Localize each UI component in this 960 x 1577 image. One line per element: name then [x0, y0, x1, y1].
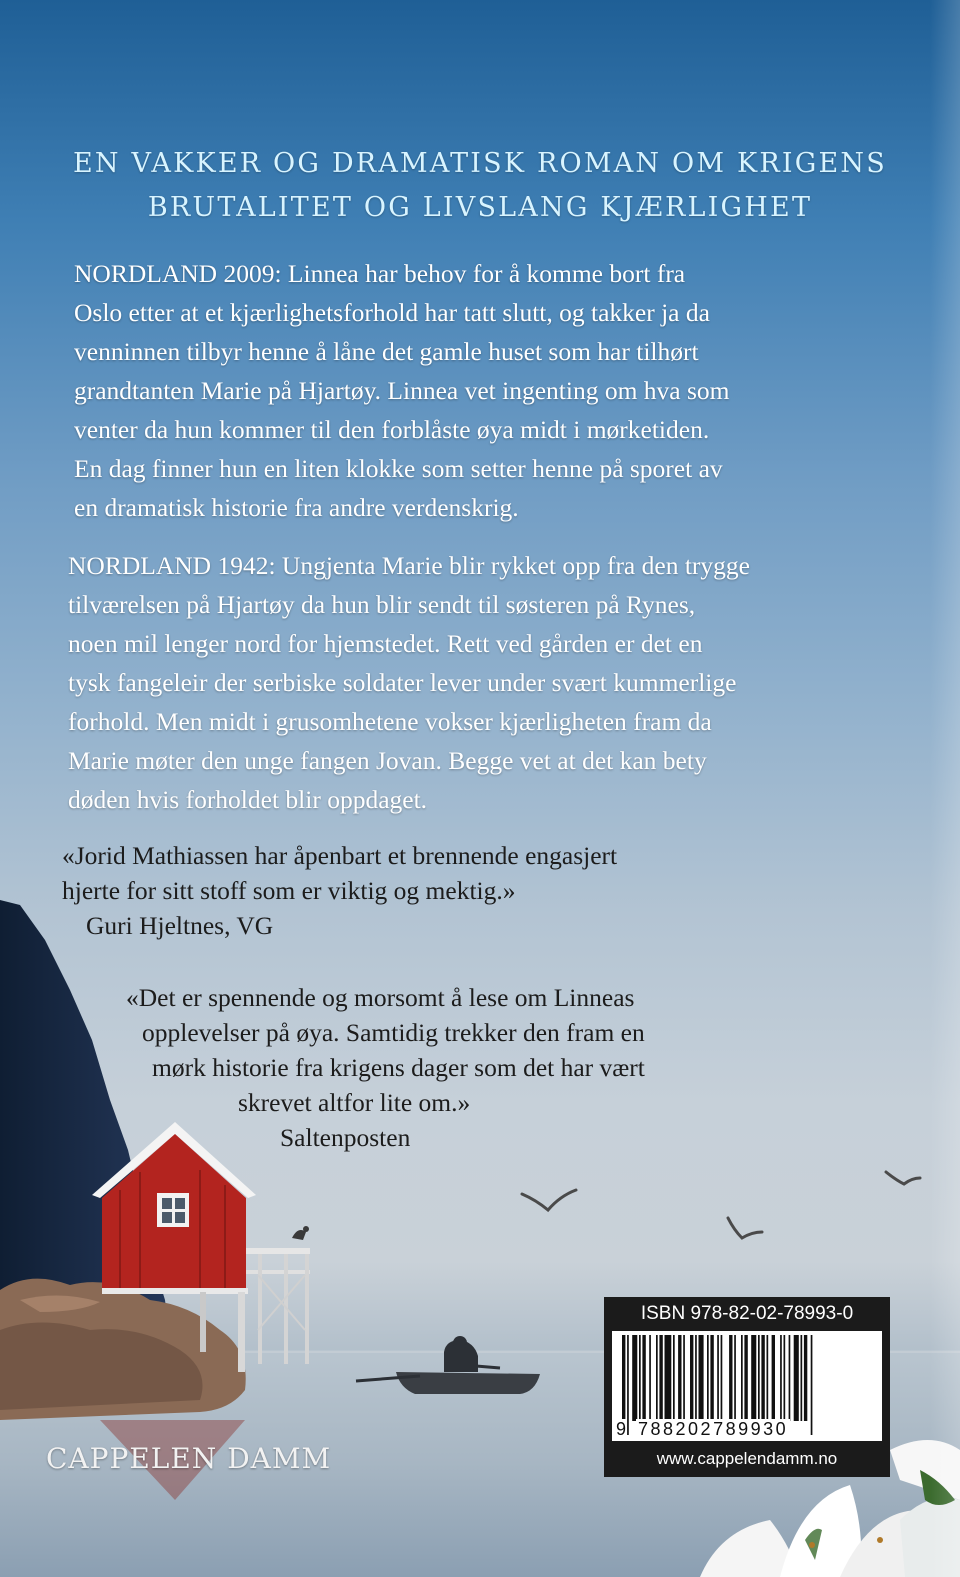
quote-source: Saltenposten	[280, 1123, 411, 1152]
tagline-line: BRUTALITET OG LIVSLANG KJÆRLIGHET	[147, 192, 813, 223]
quote-line: «Jorid Mathiassen har åpenbart et brennende engasjert	[62, 841, 618, 870]
quote-source: Guri Hjeltnes, VG	[86, 911, 274, 940]
barcode-bar	[690, 1335, 693, 1421]
blurb-line: venninnen tilbyr henne å låne det gamle huset som har tilhørt	[74, 337, 699, 366]
isbn-number: ISBN 978-82-02-78993-0	[640, 1303, 854, 1324]
barcode-bar	[751, 1335, 756, 1421]
blurb-line: Marie møter den unge fangen Jovan. Begge vet at det kan bety	[68, 746, 707, 775]
blurb-line: En dag finner hun en liten klokke som setter henne på sporet av	[74, 454, 723, 483]
barcode-bar	[761, 1335, 764, 1421]
barcode-bar	[811, 1335, 813, 1435]
blurb-line: Oslo etter at et kjærlighetsforhold har tatt slutt, og takker ja da	[74, 298, 710, 327]
blurb-line: noen mil lenger nord for hjemstedet. Rett ved gården er det en	[68, 629, 703, 658]
blurb-line: NORDLAND 2009: Linnea har behov for å komme bort fra	[74, 259, 686, 288]
barcode-bar	[721, 1335, 723, 1421]
isbn-barcode-panel	[604, 1297, 890, 1477]
barcode-bar	[695, 1335, 697, 1421]
barcode-bar	[734, 1335, 736, 1421]
barcode-bar	[678, 1335, 681, 1421]
barcode-bar	[801, 1335, 803, 1421]
publisher-logo: CAPPELEN DAMM	[46, 1442, 332, 1475]
barcode-bar	[707, 1335, 709, 1421]
barcode-bar	[767, 1335, 769, 1421]
barcode-bar	[758, 1335, 760, 1421]
blurb-line: NORDLAND 1942: Ungjenta Marie blir rykket opp fra den trygge	[68, 551, 750, 580]
tagline-line: EN VAKKER OG DRAMATISK ROMAN OM KRIGENS	[73, 148, 887, 179]
barcode-bar	[789, 1335, 791, 1421]
blurb-line: en dramatisk historie fra andre verdenskrig.	[74, 493, 519, 522]
barcode-bar	[639, 1335, 641, 1421]
barcode-bar	[673, 1335, 675, 1421]
blurb-line: døden hvis forholdet blir oppdaget.	[68, 785, 428, 814]
barcode-bar	[659, 1335, 662, 1421]
barcode-bar	[794, 1335, 799, 1421]
quote-line: opplevelser på øya. Samtidig trekker den fram en	[142, 1018, 645, 1047]
barcode-digit-string: 788202789930	[638, 1419, 789, 1439]
barcode-bar	[632, 1335, 637, 1421]
blurb-paragraph-1942	[68, 546, 750, 819]
quote-line: skrevet altfor lite om.»	[238, 1088, 471, 1117]
barcode-bar	[699, 1335, 704, 1421]
barcode-bar	[744, 1335, 747, 1421]
barcode-bar	[780, 1335, 782, 1421]
review-quote-saltenposten	[126, 980, 645, 1155]
quote-line: hjerte for sitt stoff som er viktig og mektig.»	[62, 876, 516, 905]
barcode-bar	[627, 1335, 629, 1435]
blurb-paragraph-2009	[74, 254, 730, 527]
barcode-bar	[683, 1335, 685, 1421]
quote-line: «Det er spennende og morsomt å lese om Linneas	[126, 983, 635, 1012]
review-quote-vg	[62, 838, 617, 943]
barcode-bar	[642, 1335, 645, 1421]
barcode-bar	[784, 1335, 786, 1421]
barcode-bar	[649, 1335, 651, 1421]
blurb-line: tilværelsen på Hjartøy da hun blir sendt til søsteren på Rynes,	[68, 590, 696, 619]
barcode-bar	[710, 1335, 713, 1421]
barcode	[612, 1331, 882, 1441]
barcode-bar	[656, 1335, 658, 1421]
barcode-first-digit: 9	[616, 1419, 627, 1439]
barcode-bar	[665, 1335, 672, 1421]
barcode-bar	[804, 1335, 807, 1421]
tagline	[60, 142, 900, 230]
quote-line: mørk historie fra krigens dager som det har vært	[152, 1053, 645, 1082]
blurb-line: venter da hun kommer til den forblåste øya midt i mørketiden.	[74, 415, 710, 444]
barcode-bar	[772, 1335, 775, 1421]
publisher-website: www.cappelendamm.no	[656, 1449, 838, 1468]
barcode-bar	[729, 1335, 732, 1421]
blurb-line: grandtanten Marie på Hjartøy. Linnea vet ingenting om hva som	[74, 376, 730, 405]
barcode-bar	[741, 1335, 743, 1421]
blurb-line: forhold. Men midt i grusomhetene vokser kjærligheten fram da	[68, 707, 712, 736]
blurb-line: tysk fangeleir der serbiske soldater lever under svært kummerlige	[68, 668, 737, 697]
